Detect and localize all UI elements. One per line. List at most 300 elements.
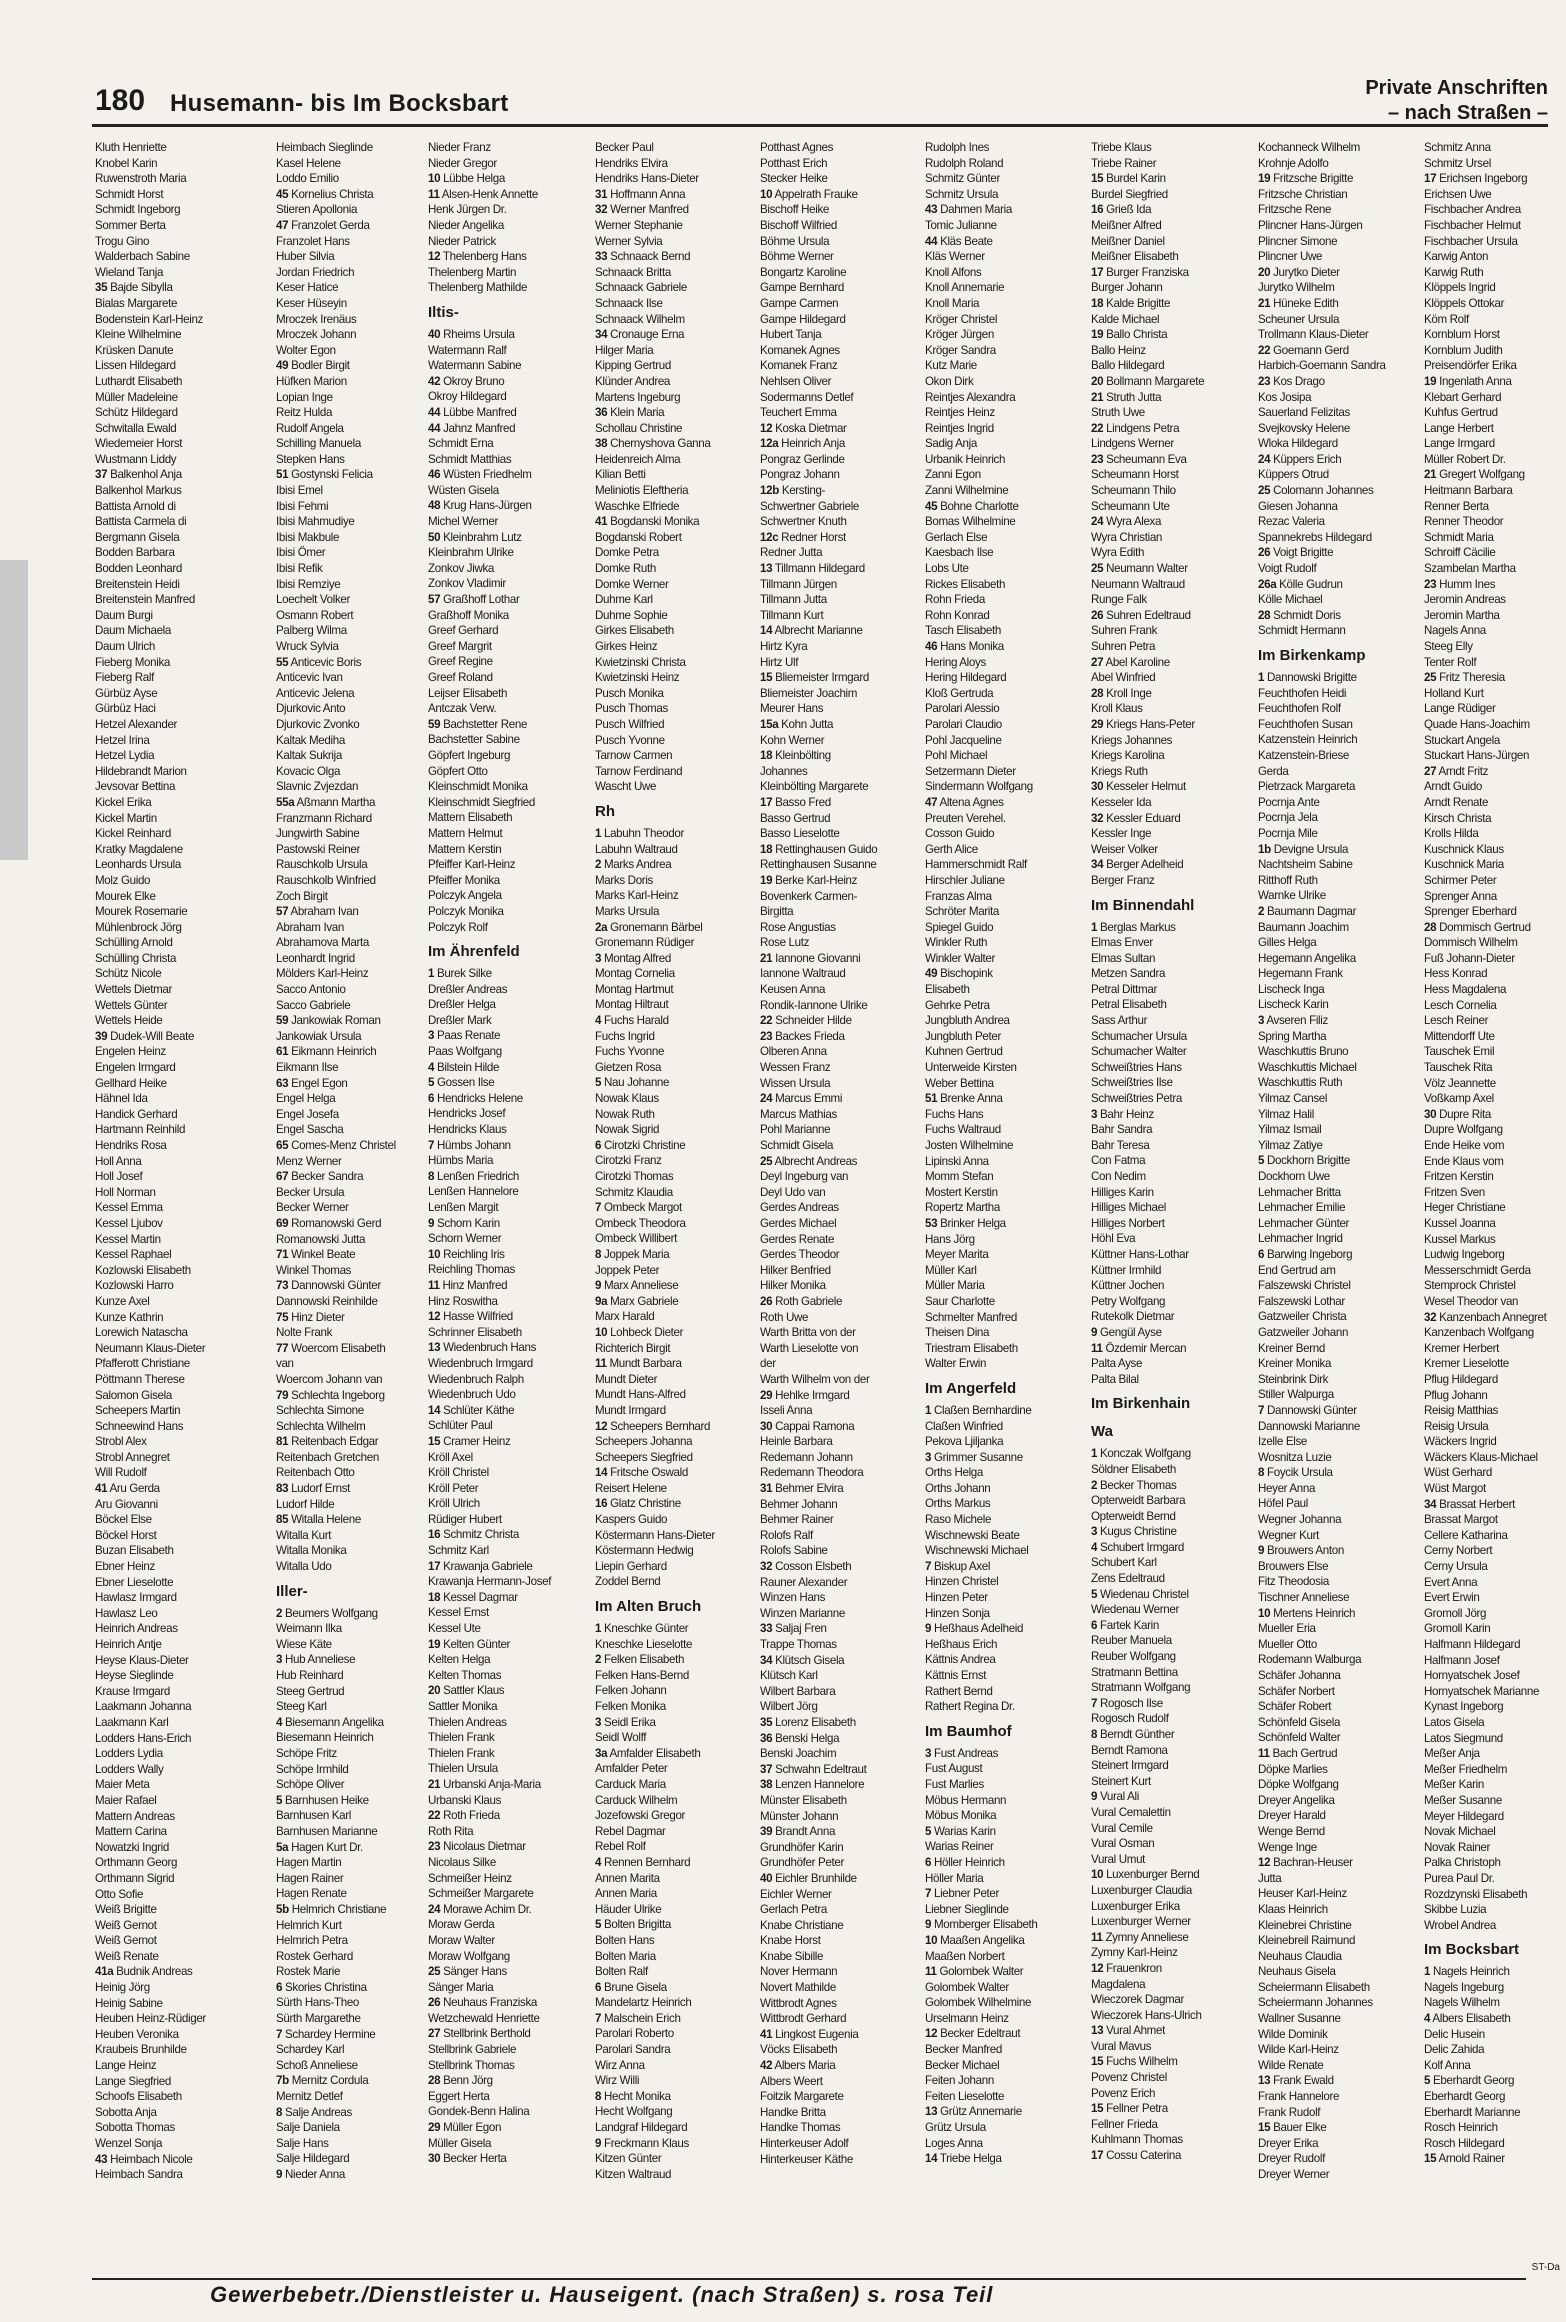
directory-entry: Wyra Edith: [1091, 546, 1145, 560]
directory-entry: Spring Martha: [1258, 1029, 1327, 1043]
directory-entry: Schoß Anneliese: [276, 2058, 358, 2072]
directory-entry: Ibisi Fehmi: [276, 499, 329, 513]
directory-entry: Suhren Petra: [1091, 640, 1156, 653]
directory-entry: Rutekolk Dietmar: [1091, 1310, 1175, 1324]
directory-entry: Dommisch Wilhelm: [1424, 936, 1518, 950]
directory-entry: Elmas Sultan: [1091, 951, 1156, 965]
directory-entry: [595, 187, 773, 203]
directory-entry: Kröll Ulrich: [428, 1497, 480, 1511]
directory-entry: Hendriks Elvira: [595, 156, 668, 170]
house-number: 3: [428, 1029, 435, 1043]
directory-entry: Rozdzynski Elisabeth: [1424, 1887, 1528, 1901]
house-number: 24: [1091, 515, 1104, 529]
directory-entry: Nieder Patrick: [428, 234, 496, 248]
directory-entry: Laakmann Johanna: [95, 1700, 192, 1714]
directory-entry: Menz Werner: [276, 1154, 342, 1168]
directory-entry: Gerdes Michael: [760, 1216, 837, 1230]
directory-entry: Struth Uwe: [1091, 406, 1145, 420]
resident-name: Jahnz Manfred: [443, 421, 516, 435]
directory-entry: Ibisi Remziye: [276, 577, 341, 591]
resident-name: Foycik Ursula: [1266, 1466, 1333, 1480]
resident-name: Kalde Brigitte: [1106, 296, 1171, 310]
directory-entry: Lange Rüdiger: [1424, 702, 1496, 716]
directory-entry: Zens Edeltraud: [1091, 1572, 1165, 1586]
directory-entry: Wirz Willi: [595, 2074, 640, 2088]
directory-entry: Skibbe Luzia: [1424, 1903, 1487, 1917]
directory-entry: Schäfer Johanna: [1258, 1669, 1341, 1682]
directory-entry: Scheepers Siegfried: [595, 1450, 693, 1464]
resident-name: Schlechta Ingeborg: [291, 1388, 385, 1402]
directory-entry: Giesen Johanna: [1258, 499, 1338, 513]
directory-entry: Heyse Klaus-Dieter: [95, 1653, 189, 1667]
directory-entry: [1091, 296, 1266, 312]
directory-column-6: [925, 140, 1100, 2265]
house-number: 15a: [760, 717, 779, 731]
directory-entry: Liepin Gerhard: [595, 1559, 667, 1573]
resident-name: Scheumann Eva: [1106, 452, 1187, 466]
directory-entry: Hinterkeuser Adolf: [760, 2137, 849, 2150]
directory-entry: Con Fatma: [1091, 1154, 1146, 1168]
house-number: 33: [595, 250, 608, 264]
directory-entry: Arndt Renate: [1424, 795, 1489, 809]
directory-entry: Gampe Bernhard: [760, 281, 845, 295]
directory-entry: Schlechta Wilhelm: [276, 1419, 366, 1433]
directory-entry: Plincner Hans-Jürgen: [1258, 218, 1363, 232]
directory-entry: Köstermann Hedwig: [595, 1544, 694, 1558]
directory-entry: Kölle Michael: [1258, 593, 1323, 607]
directory-entry: Kwietzinski Christa: [595, 655, 686, 669]
house-number: 2: [595, 858, 602, 872]
directory-entry: [925, 202, 1100, 218]
directory-column-8: [1258, 140, 1433, 2265]
directory-entry: Wäckers Klaus-Michael: [1424, 1450, 1538, 1464]
directory-entry: [1258, 2073, 1433, 2089]
directory-entry: Reitz Hulda: [276, 406, 333, 420]
house-number: 46: [925, 640, 938, 653]
directory-entry: Schardey Karl: [276, 2043, 345, 2057]
directory-entry: Trogu Gino: [95, 234, 150, 248]
directory-entry: Feuchthofen Rolf: [1258, 702, 1341, 716]
directory-entry: Wüst Gerhard: [1424, 1466, 1492, 1480]
house-number: 2: [1091, 1478, 1098, 1492]
house-number: 67: [276, 1170, 289, 1184]
resident-name: Schwahn Edeltraut: [775, 1762, 867, 1776]
directory-entry: Vural Cemile: [1091, 1821, 1153, 1835]
directory-entry: [1258, 545, 1433, 561]
house-number: 12: [925, 2027, 938, 2041]
directory-entry: Neuhaus Claudia: [1258, 1949, 1342, 1963]
resident-name: Cosson Elsbeth: [775, 1560, 852, 1574]
directory-entry: Scheiermann Elisabeth: [1258, 1980, 1370, 1994]
directory-entry: [925, 2026, 1100, 2042]
directory-entry: Gatzweiler Johann: [1258, 1325, 1349, 1339]
house-number: 39: [760, 1825, 773, 1839]
directory-entry: [276, 904, 451, 920]
house-number: 27: [428, 2027, 441, 2041]
directory-entry: Kaspers Guido: [595, 1513, 668, 1527]
directory-entry: Nicolaus Silke: [428, 1855, 496, 1869]
resident-name: Lohbeck Dieter: [610, 1325, 684, 1339]
house-number: 18: [1091, 296, 1104, 310]
directory-entry: Olberen Anna: [760, 1045, 827, 1059]
house-number: 13: [925, 2105, 938, 2119]
house-number: 15: [1424, 2152, 1437, 2166]
house-number: 12: [428, 1310, 441, 1324]
directory-entry: Plincner Uwe: [1258, 250, 1323, 264]
resident-name: Engel Egon: [291, 1076, 348, 1090]
directory-entry: Falszewski Christel: [1258, 1279, 1351, 1293]
directory-entry: Stuckart Hans-Jürgen: [1424, 749, 1530, 763]
directory-entry: Göpfert Otto: [428, 764, 488, 778]
house-number: 3: [925, 1746, 932, 1760]
resident-name: Becker Sandra: [291, 1170, 364, 1184]
directory-entry: [276, 2105, 451, 2121]
directory-entry: Kynast Ingeborg: [1424, 1700, 1504, 1714]
directory-entry: Rüdiger Hubert: [428, 1512, 502, 1526]
directory-entry: Vural Cemalettin: [1091, 1805, 1171, 1819]
section-header: [1365, 76, 1548, 126]
directory-entry: [428, 421, 603, 437]
directory-entry: [760, 421, 935, 437]
directory-entry: Pflug Johann: [1424, 1388, 1488, 1402]
directory-entry: [1091, 1325, 1266, 1341]
directory-entry: Ballo Hildegard: [1091, 359, 1165, 373]
house-number: 8: [428, 1169, 435, 1183]
directory-entry: Kirsch Christa: [1424, 811, 1492, 825]
directory-entry: Lange Herbert: [1424, 421, 1494, 435]
directory-entry: Nagels Ingeburg: [1424, 1980, 1504, 1994]
directory-entry: Zonkov Jiwka: [428, 561, 495, 575]
directory-entry: Kroll Klaus: [1091, 702, 1143, 716]
directory-entry: Kwietzinski Heinz: [595, 671, 680, 685]
directory-entry: [1424, 374, 1555, 390]
directory-entry: Bongartz Karoline: [760, 265, 847, 279]
directory-entry: Deyl Udo van: [760, 1185, 826, 1199]
directory-entry: Kuhnen Gertrud: [925, 1045, 1003, 1059]
directory-entry: [1091, 452, 1266, 468]
directory-entry: Otto Sofie: [95, 1887, 144, 1901]
house-number: 22: [760, 1014, 773, 1028]
directory-entry: Holland Kurt: [1424, 686, 1484, 700]
directory-entry: Wiese Käte: [276, 1637, 332, 1651]
directory-entry: Rathert Bernd: [925, 1684, 993, 1698]
directory-entry: Kreiner Monika: [1258, 1357, 1332, 1371]
directory-entry: Müller Gisela: [428, 2136, 492, 2150]
directory-entry: Rebel Rolf: [595, 1840, 646, 1854]
directory-entry: Hetzel Irina: [95, 733, 150, 747]
directory-entry: Knabe Christiane: [760, 1918, 844, 1932]
directory-entry: Katzenstein Heinrich: [1258, 733, 1358, 747]
house-number: 35: [95, 281, 108, 295]
house-number: 1: [595, 1622, 602, 1636]
resident-name: Paas Renate: [436, 1029, 501, 1043]
house-number: 41: [595, 515, 608, 529]
directory-entry: Klöppels Ottokar: [1424, 296, 1505, 310]
house-number: 7b: [276, 2074, 289, 2088]
directory-entry: Hirschler Juliane: [925, 873, 1005, 887]
directory-entry: [1258, 265, 1433, 281]
directory-entry: Lehmacher Ingrid: [1258, 1232, 1343, 1246]
directory-entry: Gromoll Jörg: [1424, 1606, 1487, 1620]
directory-entry: Fuchs Waltraud: [925, 1123, 1001, 1137]
house-number: 36: [760, 1731, 773, 1745]
directory-entry: [760, 1154, 935, 1170]
directory-entry: Luxenburger Werner: [1091, 1915, 1191, 1929]
directory-entry: [1424, 2011, 1555, 2027]
directory-entry: Katzenstein-Briese: [1258, 748, 1350, 762]
directory-entry: Breitenstein Heidi: [95, 577, 180, 591]
directory-entry: Wittbrodt Gerhard: [760, 2012, 847, 2026]
house-number: 65: [276, 1139, 289, 1152]
street-heading: Im Ährenfeld: [428, 943, 520, 961]
house-number: 2: [1258, 904, 1265, 918]
resident-name: Mundt Barbara: [609, 1357, 682, 1371]
directory-entry: Meurer Hans: [760, 702, 824, 716]
directory-entry: Engelen Heinz: [95, 1045, 166, 1059]
house-number: 12b: [760, 484, 779, 498]
directory-entry: [276, 1388, 451, 1404]
directory-entry: Pongraz Johann: [760, 468, 840, 482]
directory-entry: Parolari Alessio: [925, 702, 1000, 716]
resident-name: Okroy Bruno: [443, 374, 505, 388]
street-heading: Im Birkenkamp: [1258, 647, 1366, 664]
directory-entry: Schmitz Günter: [925, 172, 1000, 186]
house-number: 33: [760, 1622, 773, 1636]
directory-entry: Hilliges Norbert: [1091, 1216, 1165, 1230]
directory-entry: [1258, 1606, 1433, 1622]
directory-entry: Duhme Karl: [595, 593, 653, 607]
house-number: 40: [428, 327, 441, 341]
resident-name: Klein Maria: [610, 406, 665, 420]
directory-entry: Hagen Rainer: [276, 1871, 344, 1885]
directory-entry: Palka Christoph: [1424, 1856, 1501, 1870]
resident-name: Seidl Erika: [603, 1715, 656, 1729]
directory-entry: Isseli Anna: [760, 1404, 813, 1418]
directory-entry: [1258, 1403, 1433, 1419]
directory-entry: Pastowski Reiner: [276, 842, 360, 856]
directory-entry: Schmidt Matthias: [428, 452, 512, 466]
directory-entry: Lindgens Werner: [1091, 437, 1174, 451]
directory-entry: [925, 234, 1100, 250]
directory-entry: Saur Charlotte: [925, 1294, 995, 1308]
directory-entry: [276, 1481, 451, 1497]
directory-entry: [760, 187, 935, 203]
resident-name: Momberger Elisabeth: [933, 1918, 1038, 1932]
resident-name: Dannowski Günter: [291, 1279, 381, 1293]
directory-entry: [95, 280, 270, 296]
directory-entry: Unterweide Kirsten: [925, 1061, 1017, 1075]
directory-entry: [276, 1044, 451, 1060]
resident-name: Burger Franziska: [1106, 265, 1189, 279]
directory-entry: Küttner Irmhild: [1091, 1263, 1162, 1277]
directory-entry: [595, 1419, 773, 1435]
directory-entry: Krause Irmgard: [95, 1684, 170, 1698]
directory-entry: Lehmacher Britta: [1258, 1185, 1341, 1199]
directory-entry: Mourek Elke: [95, 889, 156, 903]
house-number: 20: [1258, 265, 1271, 279]
house-number: 20: [428, 1684, 441, 1698]
directory-entry: [428, 249, 603, 265]
directory-entry: Lodders Lydia: [95, 1747, 163, 1761]
resident-name: Biesemann Angelika: [284, 1715, 384, 1729]
directory-entry: [428, 1808, 603, 1824]
resident-name: Hoffmann Anna: [610, 187, 686, 201]
directory-entry: [1091, 920, 1266, 936]
resident-name: Bliemeister Irmgard: [775, 671, 869, 685]
house-number: 44: [428, 421, 441, 435]
directory-entry: Szambelan Martha: [1424, 562, 1516, 576]
directory-entry: Frank Rudolf: [1258, 2105, 1321, 2119]
directory-entry: Fritzsche Rene: [1258, 203, 1332, 217]
directory-entry: Wenzel Sonja: [95, 2137, 163, 2150]
resident-name: Kneschke Günter: [603, 1622, 689, 1636]
directory-entry: Reitenbach Gretchen: [276, 1450, 379, 1464]
directory-entry: [276, 1840, 451, 1856]
directory-entry: [1258, 483, 1433, 499]
directory-entry: Meyer Marita: [925, 1248, 989, 1262]
directory-entry: Molz Guido: [95, 873, 151, 887]
directory-entry: Werner Sylvia: [595, 234, 663, 248]
directory-entry: Meyer Hildegard: [1424, 1809, 1504, 1823]
directory-entry: Fieberg Monika: [95, 655, 171, 669]
directory-entry: [1258, 1465, 1433, 1481]
directory-entry: Waschkuttis Ruth: [1258, 1076, 1343, 1090]
directory-entry: Wenge Bernd: [1258, 1824, 1325, 1838]
directory-entry: Kreiner Bernd: [1258, 1341, 1325, 1355]
directory-entry: Petral Dittmar: [1091, 982, 1157, 996]
directory-entry: Triestram Elisabeth: [925, 1341, 1018, 1355]
directory-entry: Scheiermann Johannes: [1258, 1996, 1373, 2010]
directory-entry: Reisig Matthias: [1424, 1404, 1499, 1418]
directory-entry: Loddo Emilio: [276, 172, 339, 186]
directory-entry: Breitenstein Manfred: [95, 593, 195, 607]
directory-entry: Schlechta Simone: [276, 1404, 364, 1418]
house-number: 43: [925, 203, 938, 217]
directory-entry: Liebner Sieglinde: [925, 1902, 1009, 1916]
directory-entry: [1091, 1341, 1266, 1357]
directory-entry: Müller Maria: [925, 1279, 985, 1293]
directory-entry: Will Rudolf: [95, 1466, 147, 1480]
directory-entry: Annen Marita: [595, 1871, 660, 1885]
directory-entry: Erichsen Uwe: [1424, 187, 1492, 201]
resident-name: Abraham Ivan: [290, 905, 359, 919]
resident-name: Montag Alfred: [603, 951, 671, 965]
directory-entry: Wissen Ursula: [760, 1076, 831, 1090]
directory-entry: Gürbüz Haci: [95, 702, 156, 716]
directory-entry: [428, 717, 603, 733]
directory-entry: Kleinschmidt Monika: [428, 780, 528, 794]
directory-entry: Buzan Elisabeth: [95, 1544, 174, 1558]
directory-entry: Lehmacher Günter: [1258, 1216, 1350, 1230]
resident-name: Biskup Axel: [933, 1559, 991, 1573]
directory-entry: Kleinebreil Raimund: [1258, 1934, 1356, 1948]
directory-entry: Wiedenbruch Udo: [428, 1388, 516, 1402]
directory-entry: Jeromin Andreas: [1424, 593, 1506, 607]
directory-entry: Wüst Margot: [1424, 1482, 1486, 1496]
directory-entry: Becker Paul: [595, 141, 654, 154]
directory-entry: [760, 1871, 935, 1887]
directory-entry: Kessler Inge: [1091, 827, 1152, 841]
resident-name: Skories Christina: [284, 1980, 367, 1994]
directory-entry: Krohnje Adolfo: [1258, 156, 1329, 170]
directory-entry: [925, 1933, 1100, 1949]
resident-name: Felken Elisabeth: [603, 1653, 685, 1667]
resident-name: Koska Dietmar: [775, 421, 847, 435]
resident-name: Dannowski Brigitte: [1266, 671, 1357, 684]
directory-entry: Stellbrink Thomas: [428, 2058, 515, 2072]
house-number: 1: [1424, 1965, 1431, 1979]
resident-name: Lübbe Helga: [443, 172, 505, 186]
directory-entry: [1091, 1107, 1266, 1123]
directory-column-4: [595, 140, 773, 2265]
directory-entry: Handke Thomas: [760, 2121, 841, 2135]
directory-entry: [95, 1029, 270, 1045]
resident-name: Helmrich Christiane: [291, 1902, 387, 1916]
directory-entry: Kleinbrahm Ulrike: [428, 546, 514, 560]
directory-entry: Joppek Peter: [595, 1263, 660, 1277]
directory-entry: Feuchthofen Heidi: [1258, 686, 1347, 700]
house-number: 73: [276, 1279, 289, 1293]
directory-entry: Preisendörfer Erika: [1424, 359, 1517, 373]
directory-entry: Wesel Theodor van: [1424, 1294, 1519, 1308]
directory-entry: Heimbach Sieglinde: [276, 141, 373, 154]
resident-name: Krawanja Gabriele: [443, 1559, 533, 1573]
directory-entry: Bergmann Gisela: [95, 530, 180, 544]
resident-name: Hinz Manfred: [442, 1278, 508, 1292]
street-heading: Wa: [1091, 1423, 1113, 1441]
directory-column-1: [95, 140, 270, 2265]
directory-entry: [428, 1995, 603, 2011]
directory-entry: Bahr Teresa: [1091, 1138, 1150, 1152]
directory-entry: [595, 1621, 773, 1637]
resident-name: Morawe Achim Dr.: [443, 1902, 532, 1916]
directory-entry: Orths Markus: [925, 1497, 991, 1511]
resident-name: Bolten Brigitta: [603, 1918, 671, 1932]
directory-entry: Seidl Wolff: [595, 1731, 647, 1745]
directory-entry: Bolten Maria: [595, 1949, 656, 1963]
resident-name: Bachran-Heuser: [1273, 1856, 1353, 1870]
directory-entry: [276, 1247, 451, 1263]
directory-entry: Sänger Maria: [428, 1980, 494, 1994]
resident-name: Schneider Hilde: [775, 1014, 852, 1028]
directory-entry: [276, 1216, 451, 1232]
resident-name: Wiedenau Christel: [1099, 1587, 1189, 1601]
directory-entry: Spannekrebs Hildegard: [1258, 530, 1372, 544]
directory-entry: [428, 1434, 603, 1450]
directory-entry: Golombek Walter: [925, 1980, 1009, 1994]
directory-entry: [1258, 171, 1433, 187]
directory-entry: Paas Wolfgang: [428, 1045, 502, 1059]
directory-entry: Dreßler Helga: [428, 998, 496, 1012]
directory-entry: Kneschke Lieselotte: [595, 1637, 693, 1651]
house-number: 5: [925, 1824, 932, 1838]
directory-entry: Ludwig Ingeborg: [1424, 1248, 1505, 1262]
directory-entry: Maaßen Norbert: [925, 1949, 1005, 1963]
directory-entry: Abrahamova Marta: [276, 936, 369, 950]
resident-name: Roth Frieda: [443, 1809, 500, 1823]
directory-entry: [595, 1278, 770, 1294]
directory-entry: Hering Hildegard: [925, 671, 1007, 685]
directory-entry: [925, 1216, 1100, 1232]
resident-name: Heßhaus Adelheid: [933, 1622, 1024, 1636]
directory-entry: Völz Jeannette: [1424, 1076, 1496, 1090]
directory-entry: Heuser Karl-Heinz: [1258, 1887, 1347, 1901]
directory-entry: [595, 2011, 770, 2027]
directory-entry: [595, 202, 770, 218]
house-number: 69: [276, 1216, 289, 1230]
directory-entry: Grundhöfer Karin: [760, 1840, 844, 1854]
house-number: 48: [428, 499, 441, 513]
